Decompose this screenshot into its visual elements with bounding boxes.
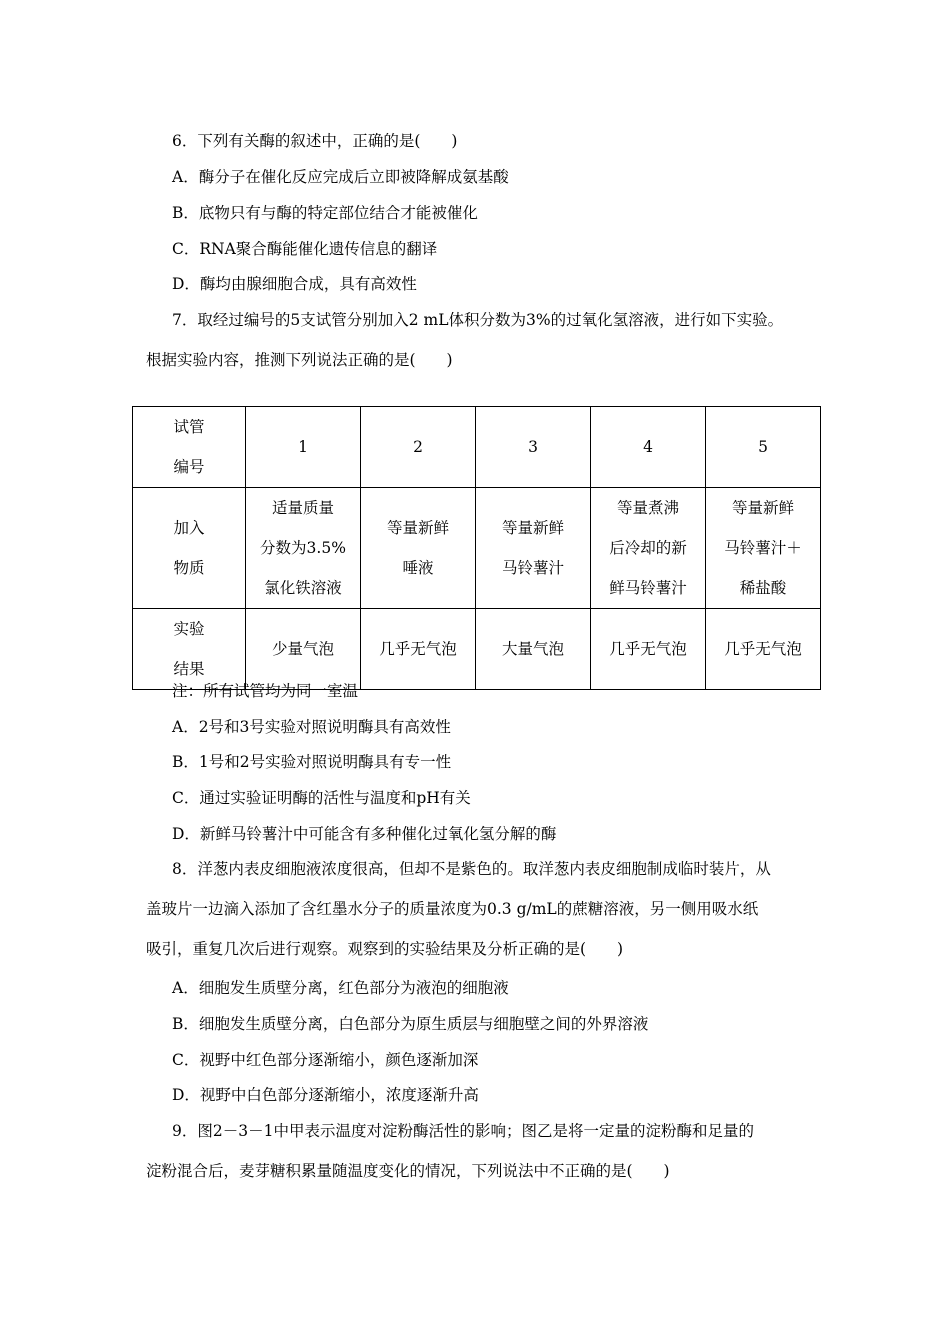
substance-line: 适量质量	[271, 499, 334, 517]
table-row	[133, 609, 821, 690]
table-row	[133, 407, 821, 488]
substance-cell-3	[476, 488, 591, 609]
result-cell: 几乎无气泡	[591, 609, 706, 690]
row-header-line: 实验	[173, 620, 205, 638]
row-header-substance	[133, 488, 246, 609]
q6-option-a: A．酶分子在催化反应完成后立即被降解成氨基酸	[172, 168, 509, 186]
row-header-line: 物质	[173, 559, 205, 577]
q7-option-c: C．通过实验证明酶的活性与温度和pH有关	[172, 789, 471, 807]
q8-stem-line2: 盖玻片一边滴入添加了含红墨水分子的质量浓度为0.3 g/mL的蔗糖溶液，另一侧用吸水纸	[146, 900, 759, 918]
table-row	[133, 488, 821, 609]
substance-line: 等量煮沸	[616, 499, 679, 517]
substance-line: 稀盐酸	[739, 579, 787, 597]
q8-stem-line3: 吸引，重复几次后进行观察。观察到的实验结果及分析正确的是( )	[146, 940, 624, 958]
row-header-line: 加入	[173, 519, 205, 537]
result-cell: 几乎无气泡	[706, 609, 821, 690]
row-header-line: 试管	[173, 418, 205, 436]
substance-line: 马铃薯汁	[501, 559, 564, 577]
q9-stem-line2: 淀粉混合后，麦芽糖积累量随温度变化的情况，下列说法中不正确的是( )	[146, 1162, 670, 1180]
q8-option-b: B．细胞发生质壁分离，白色部分为原生质层与细胞壁之间的外界溶液	[172, 1015, 649, 1033]
tube-number-cell: 4	[591, 407, 706, 488]
substance-cell-2	[361, 488, 476, 609]
row-header-result	[133, 609, 246, 690]
q7-option-b: B．1号和2号实验对照说明酶具有专一性	[172, 753, 452, 771]
q8-option-c: C．视野中红色部分逐渐缩小，颜色逐渐加深	[172, 1051, 479, 1069]
substance-line: 马铃薯汁＋	[724, 539, 802, 557]
q7-option-d: D．新鲜马铃薯汁中可能含有多种催化过氧化氢分解的酶	[172, 825, 557, 843]
tube-number-cell: 1	[246, 407, 361, 488]
substance-line: 等量新鲜	[501, 519, 564, 537]
q6-option-d: D．酶均由腺细胞合成，具有高效性	[172, 275, 417, 293]
result-cell: 几乎无气泡	[361, 609, 476, 690]
q6-stem: 6．下列有关酶的叙述中，正确的是( )	[172, 132, 458, 150]
substance-line: 等量新鲜	[386, 519, 449, 537]
row-header-tube-number	[133, 407, 246, 488]
tube-number-cell: 5	[706, 407, 821, 488]
substance-cell-4	[591, 488, 706, 609]
tube-number-cell: 3	[476, 407, 591, 488]
substance-line: 唾液	[402, 559, 434, 577]
q8-option-d: D．视野中白色部分逐渐缩小，浓度逐渐升高	[172, 1086, 479, 1104]
substance-line: 等量新鲜	[731, 499, 794, 517]
result-cell: 大量气泡	[476, 609, 591, 690]
substance-cell-1	[246, 488, 361, 609]
q9-stem-line1: 9．图2－3－1中甲表示温度对淀粉酶活性的影响；图乙是将一定量的淀粉酶和足量的	[172, 1122, 754, 1140]
substance-line: 分数为3.5%	[260, 539, 346, 557]
experiment-table	[132, 406, 821, 690]
substance-line: 氯化铁溶液	[264, 579, 342, 597]
q8-option-a: A．细胞发生质壁分离，红色部分为液泡的细胞液	[172, 979, 509, 997]
q7-stem-line1: 7．取经过编号的5支试管分别加入2 mL体积分数为3%的过氧化氢溶液，进行如下实验。	[172, 311, 784, 329]
result-cell: 少量气泡	[246, 609, 361, 690]
row-header-line: 结果	[173, 660, 205, 678]
q7-table-note: 注：所有试管均为同一室温	[172, 682, 359, 700]
q6-option-c: C．RNA聚合酶能催化遗传信息的翻译	[172, 240, 438, 258]
row-header-line: 编号	[173, 458, 205, 476]
substance-line: 后冷却的新	[609, 539, 687, 557]
q8-stem-line1: 8．洋葱内表皮细胞液浓度很高，但却不是紫色的。取洋葱内表皮细胞制成临时装片，从	[172, 860, 771, 878]
tube-number-cell: 2	[361, 407, 476, 488]
substance-line: 鲜马铃薯汁	[609, 579, 687, 597]
q7-stem-line2: 根据实验内容，推测下列说法正确的是( )	[146, 351, 453, 369]
substance-cell-5	[706, 488, 821, 609]
q7-option-a: A．2号和3号实验对照说明酶具有高效性	[172, 718, 451, 736]
q6-option-b: B．底物只有与酶的特定部位结合才能被催化	[172, 204, 478, 222]
